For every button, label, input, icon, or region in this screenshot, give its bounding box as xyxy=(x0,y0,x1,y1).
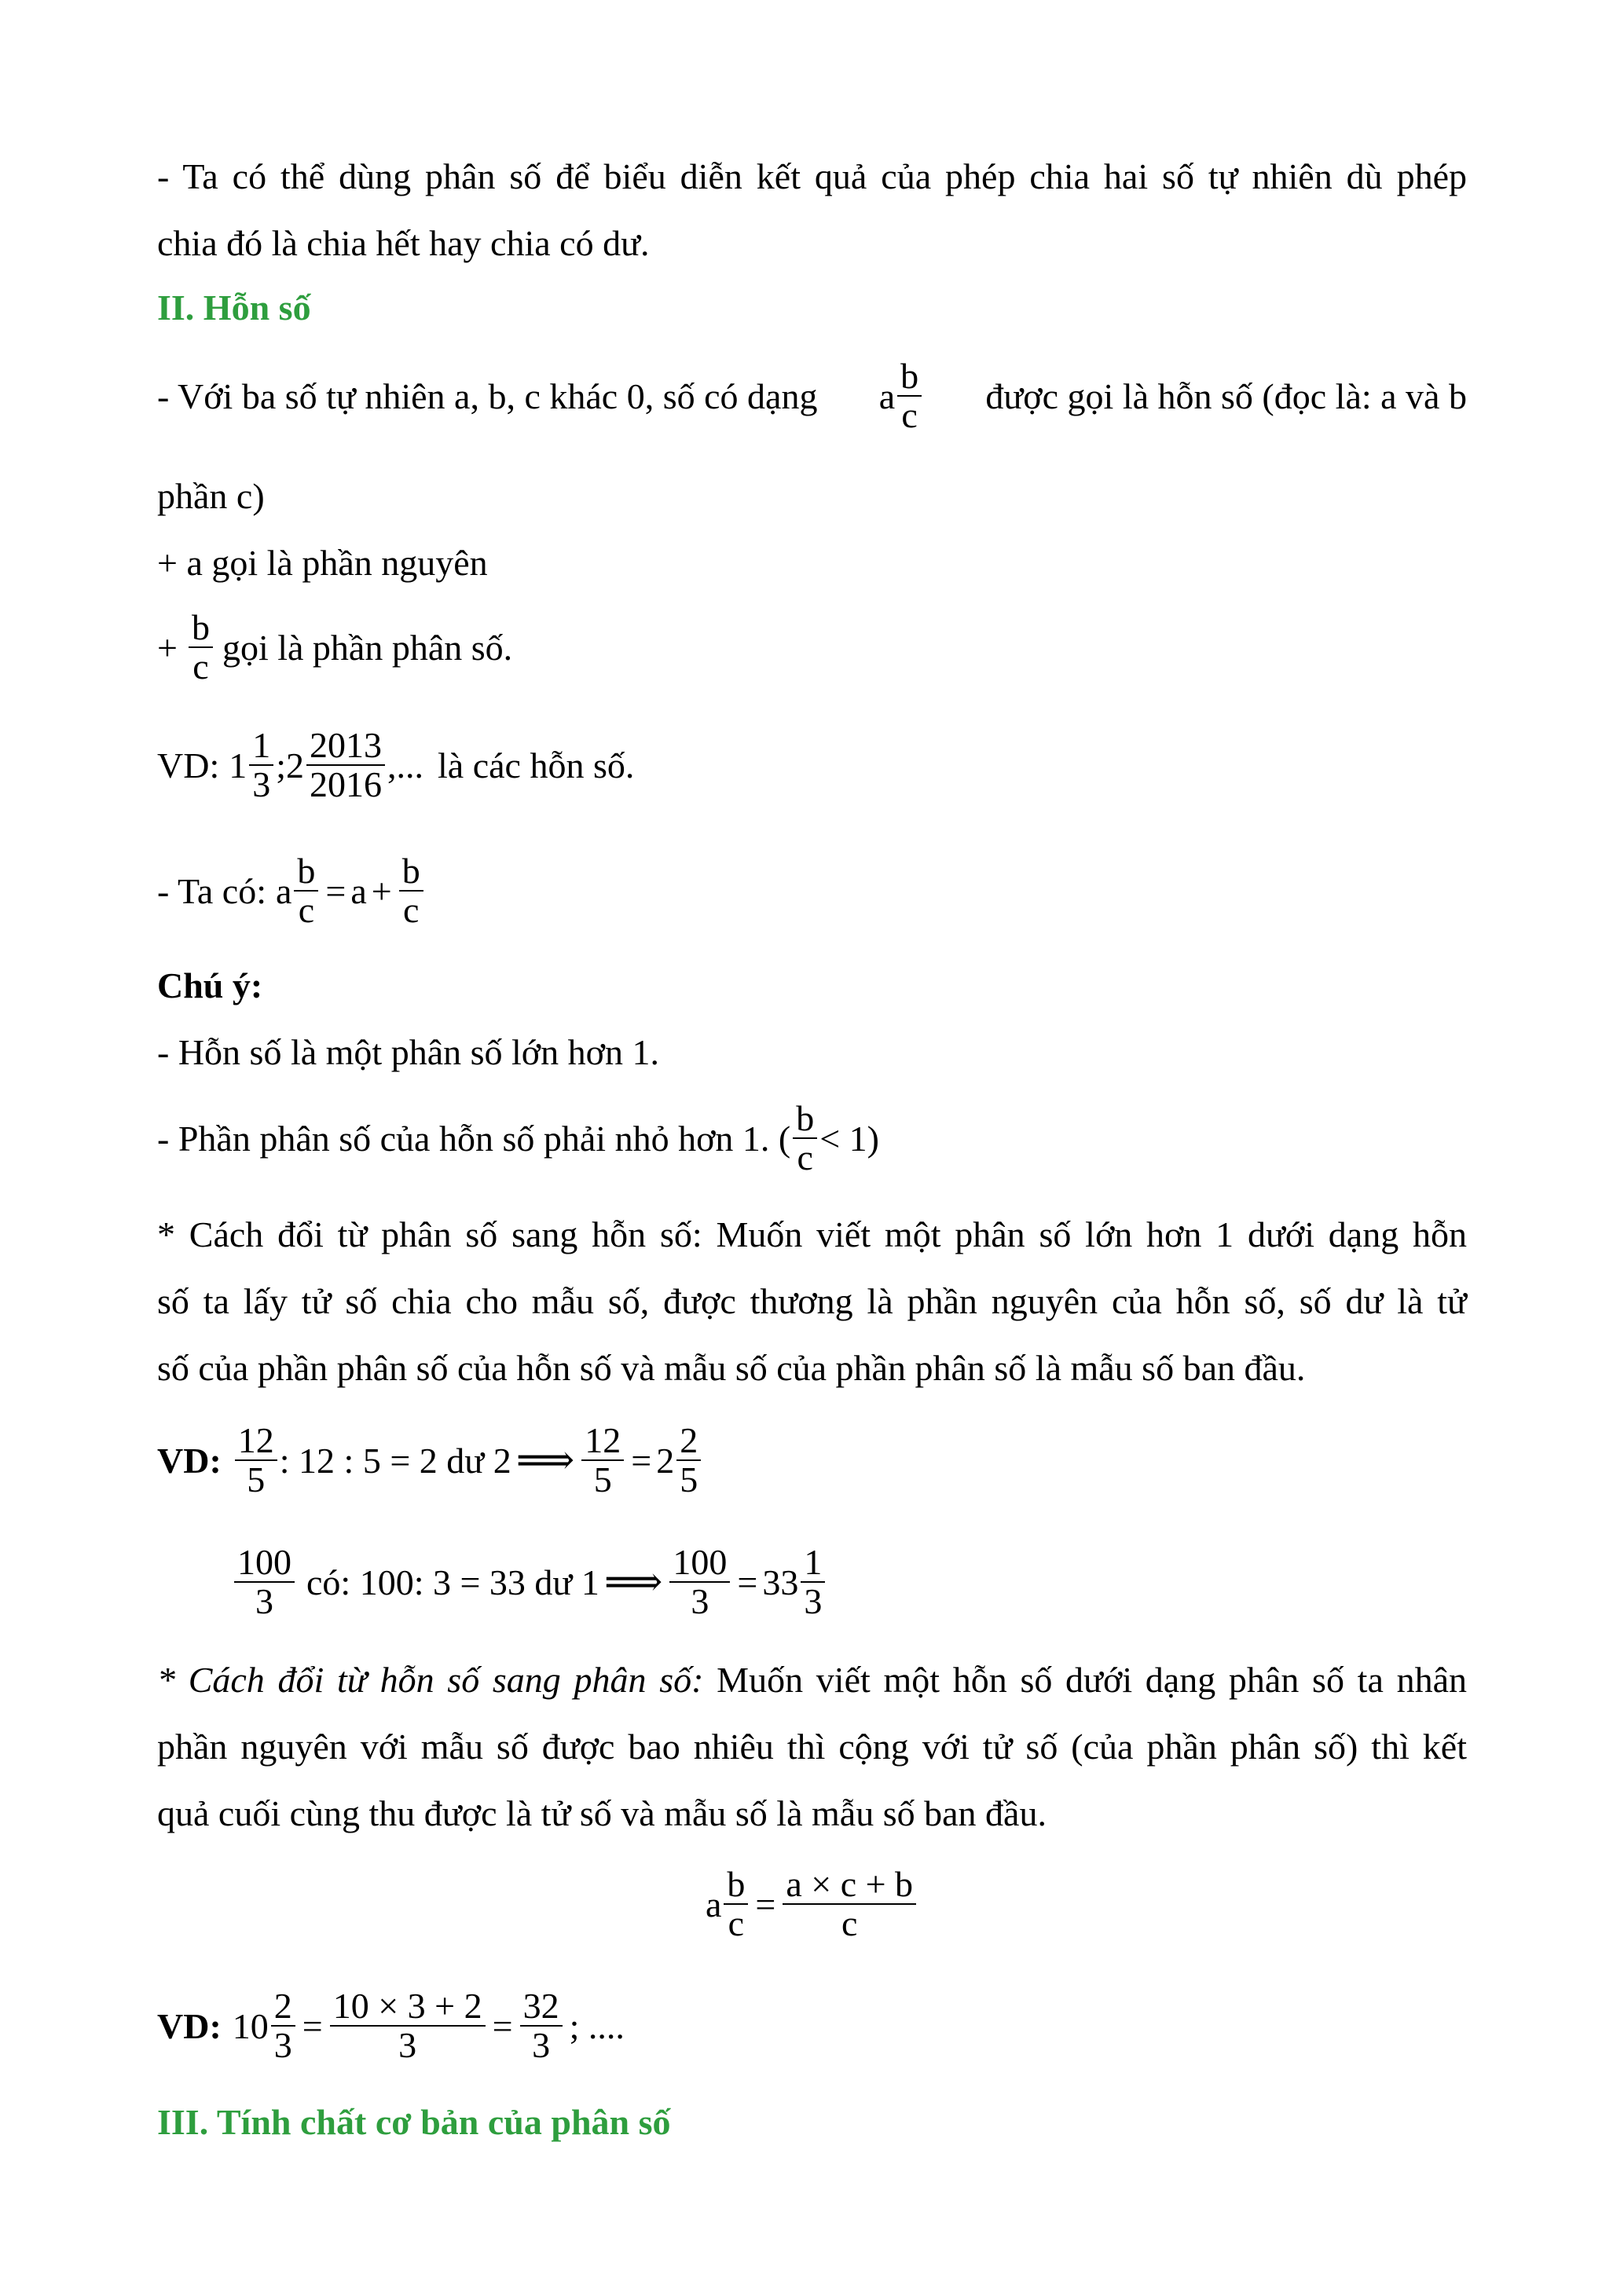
definition-denominator: c xyxy=(901,395,918,436)
formula-fraction-left xyxy=(724,1866,748,1943)
mixed-number-examples xyxy=(157,727,1467,804)
definition-numerator: b xyxy=(897,357,922,397)
note-title: Chú ý: xyxy=(157,965,263,1005)
definition-line-2: phần c) xyxy=(157,476,265,516)
equals-sign: = xyxy=(302,2005,323,2046)
identity-numerator-left: b xyxy=(294,852,318,892)
whole-part-note: + a gọi là phần nguyên xyxy=(157,543,488,583)
frac-to-mixed-line-2: số ta lấy tử số chia cho mẫu số, được thương là phần nguyên của hỗn số, số dư là tử xyxy=(157,1281,1467,1321)
mixed-to-frac-lead: * Cách đổi từ hỗn số sang phân số: xyxy=(157,1660,704,1700)
example-2-fraction xyxy=(306,727,385,804)
example-1-result-fraction xyxy=(676,1422,701,1500)
frac-to-mixed-line-3: số của phần phân số của hỗn số và mẫu số của phần phân số là mẫu số ban đầu. xyxy=(157,1348,1306,1388)
example-2-denominator: 3 xyxy=(255,1581,273,1622)
equals-sign: = xyxy=(737,1562,758,1602)
example-label: VD: xyxy=(157,1440,222,1481)
example-2-fraction-b xyxy=(669,1543,730,1621)
note-item-2-numerator: b xyxy=(793,1100,817,1139)
example-2-result-whole: 33 xyxy=(762,1562,799,1602)
formula-numerator-left: b xyxy=(724,1866,748,1905)
section-2-title: II. Hỗn số xyxy=(157,287,311,328)
example-1-fraction-b xyxy=(581,1422,624,1500)
note-item-2-fraction xyxy=(793,1100,817,1177)
example-1-division: : 12 : 5 = 2 dư 2 xyxy=(279,1440,511,1481)
example-2-result-denominator: 3 xyxy=(804,1581,823,1622)
equals-sign: = xyxy=(325,870,346,911)
plus-sign: + xyxy=(157,627,178,668)
example-2-result-fraction xyxy=(801,1543,825,1621)
example-2-fraction xyxy=(234,1543,295,1621)
implies-arrow-icon: ⟹ xyxy=(515,1438,575,1484)
equals-sign: = xyxy=(631,1440,652,1481)
fraction-part-denominator: c xyxy=(192,646,209,687)
example-2-denominator: 2016 xyxy=(310,764,383,805)
mixed-to-frac-line-3: quả cuối cùng thu được là tử số và mẫu số là mẫu số ban đầu. xyxy=(157,1793,1047,1833)
mixed-number-identity xyxy=(157,852,1467,930)
example-2-result-numerator: 1 xyxy=(801,1543,825,1583)
example-tail: ,... xyxy=(387,745,424,785)
intro-line-1: - Ta có thể dùng phân số để biểu diễn kết quả của phép chia hai số tự nhiên dù phép xyxy=(157,156,1467,196)
identity-denominator-left: c xyxy=(298,890,315,931)
example-separator: ; xyxy=(276,745,287,785)
identity-fraction-right xyxy=(399,852,423,930)
fraction-part-numerator: b xyxy=(189,609,213,648)
identity-numerator-right: b xyxy=(399,852,423,892)
frac-to-mixed-example-2 xyxy=(232,1543,1467,1621)
equals-sign: = xyxy=(492,2005,513,2046)
example-result-denominator: 3 xyxy=(532,2025,551,2066)
note-item-1: - Hỗn số là một phân số lớn hơn 1. xyxy=(157,1032,659,1072)
identity-fraction-left xyxy=(294,852,318,930)
definition-suffix: được gọi là hỗn số (đọc là: a và b xyxy=(985,375,1467,416)
example-1-result-whole: 2 xyxy=(656,1440,675,1481)
definition-prefix: - Với ba số tự nhiên a, b, c khác 0, số có dạng xyxy=(157,375,818,416)
mixed-number-definition xyxy=(157,357,1467,435)
example-1-result-numerator: 2 xyxy=(676,1422,701,1461)
example-middle-numerator: 10 × 3 + 2 xyxy=(330,1987,486,2027)
identity-whole: a xyxy=(276,870,292,911)
note-item-2-inequality: < 1) xyxy=(819,1118,879,1159)
example-middle-denominator: 3 xyxy=(398,2025,417,2066)
section-3-title: III. Tính chất cơ bản của phân số xyxy=(157,2102,671,2142)
example-denominator: 3 xyxy=(273,2025,292,2066)
implies-arrow-icon: ⟹ xyxy=(603,1560,663,1606)
example-fraction xyxy=(271,1987,295,2065)
fraction-part-text: gọi là phần phân số. xyxy=(222,627,513,668)
example-1-fraction xyxy=(235,1422,277,1500)
identity-denominator-right: c xyxy=(403,890,420,931)
example-2-division: có: 100: 3 = 33 dư 1 xyxy=(306,1562,599,1602)
plus-sign: + xyxy=(371,870,392,911)
example-2-numerator: 100 xyxy=(234,1543,295,1583)
formula-fraction-right xyxy=(783,1866,916,1943)
example-1-numerator: 1 xyxy=(249,727,273,766)
example-2-numerator-b: 100 xyxy=(669,1543,730,1583)
intro-line-2: chia đó là chia hết hay chia có dư. xyxy=(157,223,650,263)
definition-whole: a xyxy=(878,375,896,416)
definition-formula xyxy=(879,357,924,435)
fraction-part-note xyxy=(157,609,1467,687)
formula-whole: a xyxy=(705,1884,722,1924)
example-2-numerator: 2013 xyxy=(306,727,385,766)
frac-to-mixed-line-1: * Cách đổi từ phân số sang hỗn số: Muốn viết một phân số lớn hơn 1 dưới dạng hỗn xyxy=(157,1214,1467,1254)
definition-fraction xyxy=(897,357,922,435)
example-tail: ; .... xyxy=(569,2005,625,2046)
example-2-whole: 2 xyxy=(286,745,305,785)
mixed-to-frac-example xyxy=(157,1987,1467,2065)
mixed-to-frac-line-1 xyxy=(157,1659,1467,1701)
note-item-2 xyxy=(157,1100,1467,1177)
example-result-numerator: 32 xyxy=(520,1987,563,2027)
example-1-denominator: 5 xyxy=(247,1459,266,1500)
frac-to-mixed-example-1 xyxy=(157,1422,1467,1500)
example-1-fraction xyxy=(249,727,273,804)
formula-denominator-left: c xyxy=(728,1903,745,1944)
example-1-denominator: 3 xyxy=(252,764,271,805)
example-1-whole: 1 xyxy=(229,745,247,785)
identity-label: - Ta có: xyxy=(157,870,266,911)
note-item-2-denominator: c xyxy=(797,1137,813,1178)
mixed-to-frac-formula xyxy=(157,1866,1467,1943)
fraction-part-fraction xyxy=(189,609,213,687)
mixed-to-frac-text-1: Muốn viết một hỗn số dưới dạng phân số ta nhân xyxy=(717,1660,1467,1700)
mixed-to-frac-line-2: phần nguyên với mẫu số được bao nhiêu thì cộng với tử số (của phần phân số) thì kết xyxy=(157,1727,1467,1767)
example-2-denominator-b: 3 xyxy=(691,1581,709,1622)
example-1-result-denominator: 5 xyxy=(680,1459,698,1500)
example-1-numerator: 12 xyxy=(235,1422,277,1461)
example-1-numerator-b: 12 xyxy=(581,1422,624,1461)
formula-numerator-right: a × c + b xyxy=(783,1866,916,1905)
identity-whole-right: a xyxy=(350,870,367,911)
example-numerator: 2 xyxy=(271,1987,295,2027)
example-middle-fraction xyxy=(330,1987,486,2065)
example-text: là các hỗn số. xyxy=(438,745,635,785)
example-whole: 10 xyxy=(232,2005,269,2046)
note-item-2-text: - Phần phân số của hỗn số phải nhỏ hơn 1. ( xyxy=(157,1118,791,1159)
formula-denominator-right: c xyxy=(841,1903,858,1944)
example-result-fraction xyxy=(520,1987,563,2065)
example-label: VD: xyxy=(157,2005,222,2046)
equals-sign: = xyxy=(755,1884,776,1924)
example-1-denominator-b: 5 xyxy=(593,1459,612,1500)
example-label: VD: xyxy=(157,745,220,785)
